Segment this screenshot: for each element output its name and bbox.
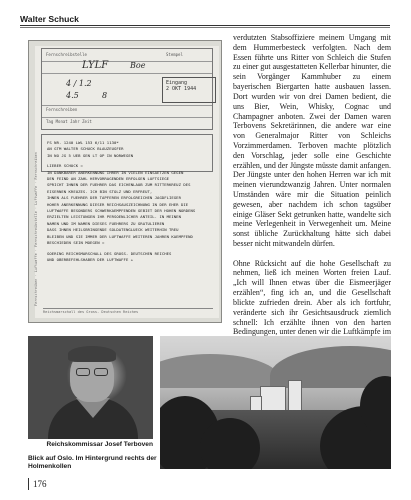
message-line: SPRICHT IHNEN DER FUEHRER DAS EICHENLAUB ZUM RITTERKREUZ DES (47, 182, 191, 188)
handwritten-number: 8 (102, 91, 108, 100)
portrait-caption: Reichskommissar Josef Terboven (46, 441, 153, 448)
telegram-facsimile (28, 40, 222, 323)
message-line: NAMEN UND IM NAMEN DIESES FUEHRERS ZU GRATULIEREN (47, 220, 165, 226)
telegram-form-box (41, 48, 213, 130)
handwritten-note: Boe (130, 61, 146, 70)
message-line: UND OBERBEFEHLSHABER DER LUFTWAFFE + (47, 256, 134, 262)
stamp-date: 2 OKT 1944 (166, 86, 197, 92)
portrait-photo (28, 336, 153, 439)
message-line: LUFTWAFFE BESONDERS SCHWERKAEMPFENDEN GEBIET DER HOHEN NORDENS (47, 208, 196, 214)
telegram-paper (35, 46, 219, 318)
body-text (233, 33, 391, 347)
message-line: HOHER ANERKENNUNG DIESER REICHSAUSZEICHNUNG IN DER EHER DIE (47, 201, 189, 207)
message-line: GOERING REICHSMARSCHALL DES GROSS- DEUTSCHEN REICHES (47, 250, 172, 256)
handwritten-number: 4.5 (66, 91, 79, 100)
message-line: IN DANKBARER ANERKENNUNG IHRER IN VIELEN EINSAETZEN GEGEN (47, 169, 184, 175)
message-line: ERZIELTEN LEISTUNGEN IHR PERSOENLICHER ANTEIL. IN MEINEN (47, 214, 181, 220)
handwritten-code: LYLF (82, 60, 109, 71)
form-label: Tag Monat Jahr Zeit (46, 119, 92, 124)
telegram-side-print: Fernschreiben · Luftwaffe · Fernschreibstelle · Luftwaffe · Fernschreiben (34, 152, 38, 306)
form-label: Fernschreibstelle (46, 52, 87, 57)
header-author: Walter Schuck (20, 14, 79, 24)
message-line: IN NO JG 5 UEB GEN LT OP IN NORWEGEN (47, 152, 134, 158)
message-line: EISERNEN KREUZES. ICH BIN STOLZ UND ERFREUT, (47, 188, 153, 194)
message-header-line: FS NR. 1240 LWL 153 6/11 1130* (47, 140, 119, 145)
telegram-message (47, 140, 215, 263)
portrait-glasses (94, 368, 108, 376)
message-line: IHNEN ALS FUEHRER DER TAPFEREN ERFOLGREICHEN JAGDFLIEGER (47, 195, 181, 201)
message-line: DASS IHNEN HEILSBRINGENDE SOLDATENGLUECK WEITERHIN TREU (47, 227, 179, 233)
form-label: Fernschreiben (46, 107, 78, 112)
message-line: DEN FEIND AN ZAHL HERVORRAGENDEN ERFOLGEN LUFTSIEGE (47, 176, 170, 182)
form-label: Stempel (166, 52, 183, 57)
telegram-footer: Reichsmarschall des Gross- Deutschen Reiches (43, 308, 213, 316)
message-line: BESCHIEDEN SEIN MOEGEN = (47, 240, 105, 246)
message-line: AN GTM WALTER SCHUCK BLAUZEUGFER (47, 146, 124, 152)
handwritten-number: 4 / 1.2 (66, 79, 92, 88)
message-line: LIEBER SCHUCK = (47, 163, 83, 169)
message-line: BLEIBEN UND SIE IMMER DER LUFTWAFFE WEITEREN JAHREN KAEMPFEND (47, 233, 193, 239)
building-tower (288, 380, 302, 414)
landscape-caption: Blick auf Oslo. Im Hintergrund rechts der Holmenkollen (28, 455, 157, 470)
header-rule (20, 27, 390, 28)
portrait-glasses (76, 368, 90, 376)
stamp-label: Eingang (166, 80, 188, 86)
paragraph-2: Ohne Rücksicht auf die hohe Gesellschaft zu nehmen, ließ ich meinen Worten freien Lauf. „Ich will Ihnen etwas über die Eismeerjäger erzählen“, fing ich an, und die Gesellschaft blickte zufrieden drein. Aber als ich fortfuhr, veränderte sich ihr Gesichtsausdruck ziemlich schnell: Ich erzählte ihnen von den harten Bedingungen, unter denen wir die Luftkämpfe im (233, 258, 391, 337)
page-number: 176 (28, 478, 68, 490)
oslo-photo (160, 336, 391, 469)
portrait-hair (68, 346, 116, 362)
received-stamp (162, 77, 216, 103)
paragraph-1: verdutzten Stabsoffiziere meinem Umgang mit dem Hummerbesteck verfolgten. Nach dem Essen führte uns Ritter von Schleich die Stufen zu einer gut ausgestatteten Kellerbar hinunter, die sein Vorgänger Kammhuber zu einem bayerischen Biergarten hatte ausbauen lassen. Dort wurden wir von drei Damen bedient, die uns Bier, Wein, Whisky, Cognac und Champagner anboten. Zwei der Damen waren Terbovens Sekretärinnen, die andere war eine von Generalmajor Ritter von Schleichs Vorzimmerdamen. Terboven machte plötzlich den Vorschlag, jeder solle eine Geschichte erzählen, und der Jüngste müsste damit anfangen. Der Jüngste unter den hohen Herren war ich mit meinen vierundzwanzig Jahren. Unter normalen Umständen wäre mir die Situation peinlich gewesen, aber nachdem ich schon tagsüber einige Gläser Sekt getrunken hatte, wandelte sich meine Verlegenheit in Verwegenheit um. Meine sonst übliche Zurückhaltung hätte sich dabei besser nicht mitwandeln dürfen. (233, 33, 391, 249)
tree (200, 418, 260, 469)
running-header (20, 10, 390, 26)
